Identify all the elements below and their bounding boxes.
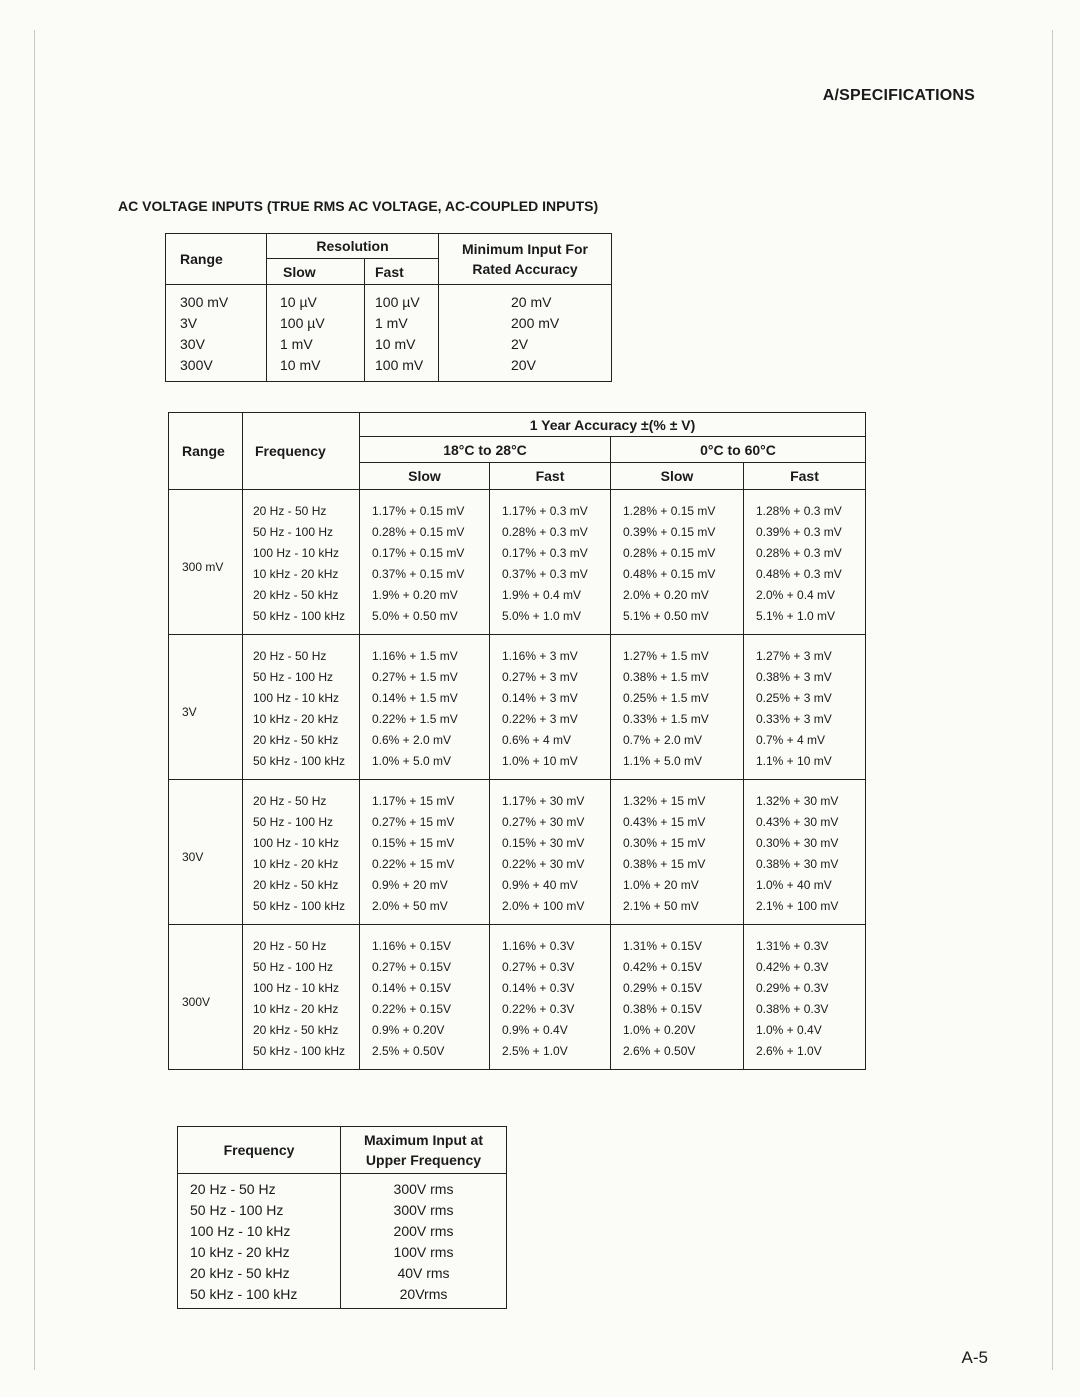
acc-slow-18-28: 0.9% + 20 mV xyxy=(360,874,490,895)
acc-slow-18-28: 1.16% + 1.5 mV xyxy=(360,635,490,667)
table-row xyxy=(169,832,866,853)
acc-slow-0-60: 0.38% + 1.5 mV xyxy=(611,666,744,687)
res-header-min-line2: Rated Accuracy xyxy=(472,261,578,277)
table-row xyxy=(169,605,866,635)
res-fast: 10 mV xyxy=(365,333,439,354)
acc-frequency: 50 Hz - 100 Hz xyxy=(243,521,360,542)
acc-frequency: 10 kHz - 20 kHz xyxy=(243,708,360,729)
max-freq: 100 Hz - 10 kHz xyxy=(178,1220,341,1241)
acc-fast-18-28: 1.16% + 3 mV xyxy=(490,635,611,667)
acc-frequency: 50 kHz - 100 kHz xyxy=(243,1040,360,1070)
acc-range: 300V xyxy=(169,925,243,1070)
acc-fast-0-60: 1.27% + 3 mV xyxy=(744,635,866,667)
max-value: 40V rms xyxy=(341,1262,507,1283)
acc-fast-18-28: 0.27% + 3 mV xyxy=(490,666,611,687)
acc-slow-18-28: 0.14% + 0.15V xyxy=(360,977,490,998)
acc-fast-0-60: 0.38% + 30 mV xyxy=(744,853,866,874)
acc-header-year: 1 Year Accuracy ±(% ± V) xyxy=(360,413,866,437)
max-value: 300V rms xyxy=(341,1199,507,1220)
table-row xyxy=(178,1241,507,1262)
acc-slow-0-60: 1.28% + 0.15 mV xyxy=(611,490,744,522)
acc-fast-18-28: 0.9% + 40 mV xyxy=(490,874,611,895)
res-header-resolution: Resolution xyxy=(267,234,439,259)
acc-slow-0-60: 1.31% + 0.15V xyxy=(611,925,744,957)
acc-fast-18-28: 1.17% + 0.3 mV xyxy=(490,490,611,522)
acc-slow-0-60: 2.1% + 50 mV xyxy=(611,895,744,925)
acc-header-fast: Fast xyxy=(744,463,866,490)
acc-fast-18-28: 0.15% + 30 mV xyxy=(490,832,611,853)
acc-range: 3V xyxy=(169,635,243,780)
acc-slow-0-60: 0.30% + 15 mV xyxy=(611,832,744,853)
max-value: 100V rms xyxy=(341,1241,507,1262)
acc-fast-0-60: 1.0% + 40 mV xyxy=(744,874,866,895)
acc-frequency: 10 kHz - 20 kHz xyxy=(243,853,360,874)
max-value: 300V rms xyxy=(341,1174,507,1200)
max-freq: 20 Hz - 50 Hz xyxy=(178,1174,341,1200)
acc-slow-0-60: 0.25% + 1.5 mV xyxy=(611,687,744,708)
acc-frequency: 20 kHz - 50 kHz xyxy=(243,874,360,895)
table-row xyxy=(169,666,866,687)
res-fast: 100 mV xyxy=(365,354,439,382)
acc-slow-0-60: 0.29% + 0.15V xyxy=(611,977,744,998)
acc-fast-18-28: 1.17% + 30 mV xyxy=(490,780,611,812)
max-header-max-input xyxy=(341,1127,507,1174)
acc-slow-18-28: 0.22% + 0.15V xyxy=(360,998,490,1019)
table-row xyxy=(178,1199,507,1220)
acc-fast-18-28: 1.9% + 0.4 mV xyxy=(490,584,611,605)
acc-slow-18-28: 0.27% + 15 mV xyxy=(360,811,490,832)
acc-header-range: Range xyxy=(169,413,243,490)
acc-slow-18-28: 1.17% + 15 mV xyxy=(360,780,490,812)
acc-frequency: 100 Hz - 10 kHz xyxy=(243,542,360,563)
acc-fast-18-28: 0.27% + 30 mV xyxy=(490,811,611,832)
max-freq: 50 Hz - 100 Hz xyxy=(178,1199,341,1220)
res-min: 200 mV xyxy=(439,312,612,333)
table-row xyxy=(169,998,866,1019)
acc-frequency: 100 Hz - 10 kHz xyxy=(243,832,360,853)
acc-header-slow: Slow xyxy=(360,463,490,490)
acc-frequency: 50 Hz - 100 Hz xyxy=(243,811,360,832)
acc-slow-0-60: 0.42% + 0.15V xyxy=(611,956,744,977)
right-scan-edge xyxy=(1052,30,1053,1370)
table-row xyxy=(169,1019,866,1040)
left-scan-edge xyxy=(34,30,35,1370)
acc-frequency: 50 kHz - 100 kHz xyxy=(243,750,360,780)
acc-fast-0-60: 0.29% + 0.3V xyxy=(744,977,866,998)
acc-slow-18-28: 1.16% + 0.15V xyxy=(360,925,490,957)
res-header-range: Range xyxy=(166,234,267,285)
table-row xyxy=(169,780,866,812)
acc-header-slow: Slow xyxy=(611,463,744,490)
acc-slow-18-28: 0.22% + 1.5 mV xyxy=(360,708,490,729)
acc-range: 30V xyxy=(169,780,243,925)
res-min: 20V xyxy=(439,354,612,382)
max-header-frequency: Frequency xyxy=(178,1127,341,1174)
acc-slow-0-60: 0.38% + 0.15V xyxy=(611,998,744,1019)
table-row xyxy=(169,584,866,605)
acc-frequency: 50 Hz - 100 Hz xyxy=(243,666,360,687)
acc-fast-0-60: 5.1% + 1.0 mV xyxy=(744,605,866,635)
page-header: A/SPECIFICATIONS xyxy=(822,87,975,104)
table-row xyxy=(169,750,866,780)
acc-frequency: 20 Hz - 50 Hz xyxy=(243,635,360,667)
acc-fast-18-28: 0.37% + 0.3 mV xyxy=(490,563,611,584)
table-row xyxy=(169,956,866,977)
acc-slow-0-60: 2.0% + 0.20 mV xyxy=(611,584,744,605)
max-value: 200V rms xyxy=(341,1220,507,1241)
acc-slow-18-28: 1.9% + 0.20 mV xyxy=(360,584,490,605)
acc-slow-18-28: 0.28% + 0.15 mV xyxy=(360,521,490,542)
res-slow: 10 µV xyxy=(267,285,365,313)
acc-fast-18-28: 0.14% + 0.3V xyxy=(490,977,611,998)
table-row xyxy=(178,1262,507,1283)
acc-header-temp1: 18°C to 28°C xyxy=(360,437,611,463)
table-row xyxy=(166,285,612,313)
acc-slow-0-60: 0.28% + 0.15 mV xyxy=(611,542,744,563)
res-header-min-input xyxy=(439,234,612,285)
acc-fast-18-28: 0.22% + 0.3V xyxy=(490,998,611,1019)
acc-slow-18-28: 0.9% + 0.20V xyxy=(360,1019,490,1040)
acc-fast-18-28: 0.22% + 30 mV xyxy=(490,853,611,874)
acc-slow-0-60: 0.33% + 1.5 mV xyxy=(611,708,744,729)
acc-fast-18-28: 1.16% + 0.3V xyxy=(490,925,611,957)
acc-frequency: 20 Hz - 50 Hz xyxy=(243,780,360,812)
res-fast: 100 µV xyxy=(365,285,439,313)
acc-fast-0-60: 1.31% + 0.3V xyxy=(744,925,866,957)
page-number: A-5 xyxy=(961,1348,988,1367)
acc-frequency: 100 Hz - 10 kHz xyxy=(243,687,360,708)
acc-fast-0-60: 0.7% + 4 mV xyxy=(744,729,866,750)
acc-slow-0-60: 1.27% + 1.5 mV xyxy=(611,635,744,667)
acc-fast-0-60: 1.28% + 0.3 mV xyxy=(744,490,866,522)
accuracy-table xyxy=(168,412,866,1070)
acc-fast-0-60: 2.1% + 100 mV xyxy=(744,895,866,925)
acc-frequency: 100 Hz - 10 kHz xyxy=(243,977,360,998)
res-range: 30V xyxy=(166,333,267,354)
acc-fast-18-28: 5.0% + 1.0 mV xyxy=(490,605,611,635)
acc-slow-18-28: 0.14% + 1.5 mV xyxy=(360,687,490,708)
table-row xyxy=(166,312,612,333)
acc-slow-18-28: 0.15% + 15 mV xyxy=(360,832,490,853)
acc-slow-0-60: 0.38% + 15 mV xyxy=(611,853,744,874)
table-row xyxy=(169,542,866,563)
max-freq: 10 kHz - 20 kHz xyxy=(178,1241,341,1262)
acc-slow-0-60: 1.0% + 0.20V xyxy=(611,1019,744,1040)
table-row xyxy=(178,1174,507,1200)
acc-frequency: 20 kHz - 50 kHz xyxy=(243,729,360,750)
accuracy-body xyxy=(169,490,866,1070)
acc-slow-18-28: 1.17% + 0.15 mV xyxy=(360,490,490,522)
res-header-slow: Slow xyxy=(267,259,365,285)
res-slow: 1 mV xyxy=(267,333,365,354)
res-range: 300V xyxy=(166,354,267,382)
max-value: 20Vrms xyxy=(341,1283,507,1309)
acc-frequency: 10 kHz - 20 kHz xyxy=(243,998,360,1019)
acc-slow-18-28: 0.27% + 0.15V xyxy=(360,956,490,977)
acc-fast-18-28: 2.5% + 1.0V xyxy=(490,1040,611,1070)
acc-slow-0-60: 0.39% + 0.15 mV xyxy=(611,521,744,542)
acc-slow-18-28: 0.37% + 0.15 mV xyxy=(360,563,490,584)
acc-fast-0-60: 2.6% + 1.0V xyxy=(744,1040,866,1070)
acc-header-fast: Fast xyxy=(490,463,611,490)
table-row xyxy=(166,354,612,382)
acc-slow-18-28: 0.22% + 15 mV xyxy=(360,853,490,874)
acc-frequency: 50 kHz - 100 kHz xyxy=(243,605,360,635)
res-fast: 1 mV xyxy=(365,312,439,333)
table-row xyxy=(169,490,866,522)
acc-slow-0-60: 0.48% + 0.15 mV xyxy=(611,563,744,584)
res-header-fast: Fast xyxy=(365,259,439,285)
acc-fast-0-60: 0.33% + 3 mV xyxy=(744,708,866,729)
res-slow: 10 mV xyxy=(267,354,365,382)
acc-fast-0-60: 0.38% + 0.3V xyxy=(744,998,866,1019)
max-header-line1: Maximum Input at xyxy=(363,1132,483,1148)
acc-slow-0-60: 0.7% + 2.0 mV xyxy=(611,729,744,750)
acc-fast-18-28: 2.0% + 100 mV xyxy=(490,895,611,925)
acc-header-temp2: 0°C to 60°C xyxy=(611,437,866,463)
acc-slow-18-28: 2.5% + 0.50V xyxy=(360,1040,490,1070)
table-row xyxy=(169,811,866,832)
acc-range: 300 mV xyxy=(169,490,243,635)
acc-fast-0-60: 0.28% + 0.3 mV xyxy=(744,542,866,563)
table-row xyxy=(166,333,612,354)
max-freq: 20 kHz - 50 kHz xyxy=(178,1262,341,1283)
acc-slow-0-60: 5.1% + 0.50 mV xyxy=(611,605,744,635)
acc-fast-0-60: 0.42% + 0.3V xyxy=(744,956,866,977)
res-slow: 100 µV xyxy=(267,312,365,333)
acc-fast-18-28: 1.0% + 10 mV xyxy=(490,750,611,780)
acc-fast-0-60: 1.1% + 10 mV xyxy=(744,750,866,780)
acc-fast-0-60: 0.39% + 0.3 mV xyxy=(744,521,866,542)
acc-frequency: 10 kHz - 20 kHz xyxy=(243,563,360,584)
table-row xyxy=(169,635,866,667)
table-row xyxy=(169,563,866,584)
max-header-line2: Upper Frequency xyxy=(365,1152,482,1168)
acc-slow-18-28: 2.0% + 50 mV xyxy=(360,895,490,925)
acc-fast-18-28: 0.22% + 3 mV xyxy=(490,708,611,729)
acc-slow-18-28: 0.6% + 2.0 mV xyxy=(360,729,490,750)
acc-fast-18-28: 0.6% + 4 mV xyxy=(490,729,611,750)
acc-slow-18-28: 5.0% + 0.50 mV xyxy=(360,605,490,635)
acc-slow-18-28: 0.27% + 1.5 mV xyxy=(360,666,490,687)
acc-fast-18-28: 0.28% + 0.3 mV xyxy=(490,521,611,542)
acc-fast-0-60: 0.48% + 0.3 mV xyxy=(744,563,866,584)
res-min: 20 mV xyxy=(439,285,612,313)
acc-fast-0-60: 1.32% + 30 mV xyxy=(744,780,866,812)
acc-fast-0-60: 2.0% + 0.4 mV xyxy=(744,584,866,605)
acc-slow-18-28: 0.17% + 0.15 mV xyxy=(360,542,490,563)
acc-frequency: 50 Hz - 100 Hz xyxy=(243,956,360,977)
acc-fast-0-60: 1.0% + 0.4V xyxy=(744,1019,866,1040)
max-input-table xyxy=(177,1126,507,1309)
acc-slow-0-60: 0.43% + 15 mV xyxy=(611,811,744,832)
acc-frequency: 20 Hz - 50 Hz xyxy=(243,490,360,522)
res-range: 300 mV xyxy=(166,285,267,313)
acc-slow-0-60: 1.0% + 20 mV xyxy=(611,874,744,895)
res-header-min-line1: Minimum Input For xyxy=(462,241,588,257)
table-row xyxy=(169,874,866,895)
table-row xyxy=(178,1283,507,1309)
section-title: AC VOLTAGE INPUTS (TRUE RMS AC VOLTAGE, AC-COUPLED INPUTS) xyxy=(118,198,599,214)
max-freq: 50 kHz - 100 kHz xyxy=(178,1283,341,1309)
res-range: 3V xyxy=(166,312,267,333)
acc-slow-0-60: 2.6% + 0.50V xyxy=(611,1040,744,1070)
acc-header-frequency: Frequency xyxy=(243,413,360,490)
table-row xyxy=(169,687,866,708)
acc-fast-0-60: 0.30% + 30 mV xyxy=(744,832,866,853)
acc-fast-0-60: 0.38% + 3 mV xyxy=(744,666,866,687)
table-row xyxy=(169,925,866,957)
table-row xyxy=(169,895,866,925)
acc-frequency: 50 kHz - 100 kHz xyxy=(243,895,360,925)
acc-fast-18-28: 0.14% + 3 mV xyxy=(490,687,611,708)
acc-frequency: 20 Hz - 50 Hz xyxy=(243,925,360,957)
acc-fast-18-28: 0.27% + 0.3V xyxy=(490,956,611,977)
table-row xyxy=(178,1220,507,1241)
resolution-table xyxy=(165,233,612,382)
acc-fast-18-28: 0.17% + 0.3 mV xyxy=(490,542,611,563)
table-row xyxy=(169,729,866,750)
table-row xyxy=(169,521,866,542)
table-row xyxy=(169,977,866,998)
table-row xyxy=(169,1040,866,1070)
acc-frequency: 20 kHz - 50 kHz xyxy=(243,1019,360,1040)
acc-slow-0-60: 1.1% + 5.0 mV xyxy=(611,750,744,780)
acc-frequency: 20 kHz - 50 kHz xyxy=(243,584,360,605)
acc-fast-0-60: 0.25% + 3 mV xyxy=(744,687,866,708)
table-row xyxy=(169,708,866,729)
acc-fast-18-28: 0.9% + 0.4V xyxy=(490,1019,611,1040)
acc-slow-0-60: 1.32% + 15 mV xyxy=(611,780,744,812)
acc-fast-0-60: 0.43% + 30 mV xyxy=(744,811,866,832)
acc-slow-18-28: 1.0% + 5.0 mV xyxy=(360,750,490,780)
res-min: 2V xyxy=(439,333,612,354)
table-row xyxy=(169,853,866,874)
